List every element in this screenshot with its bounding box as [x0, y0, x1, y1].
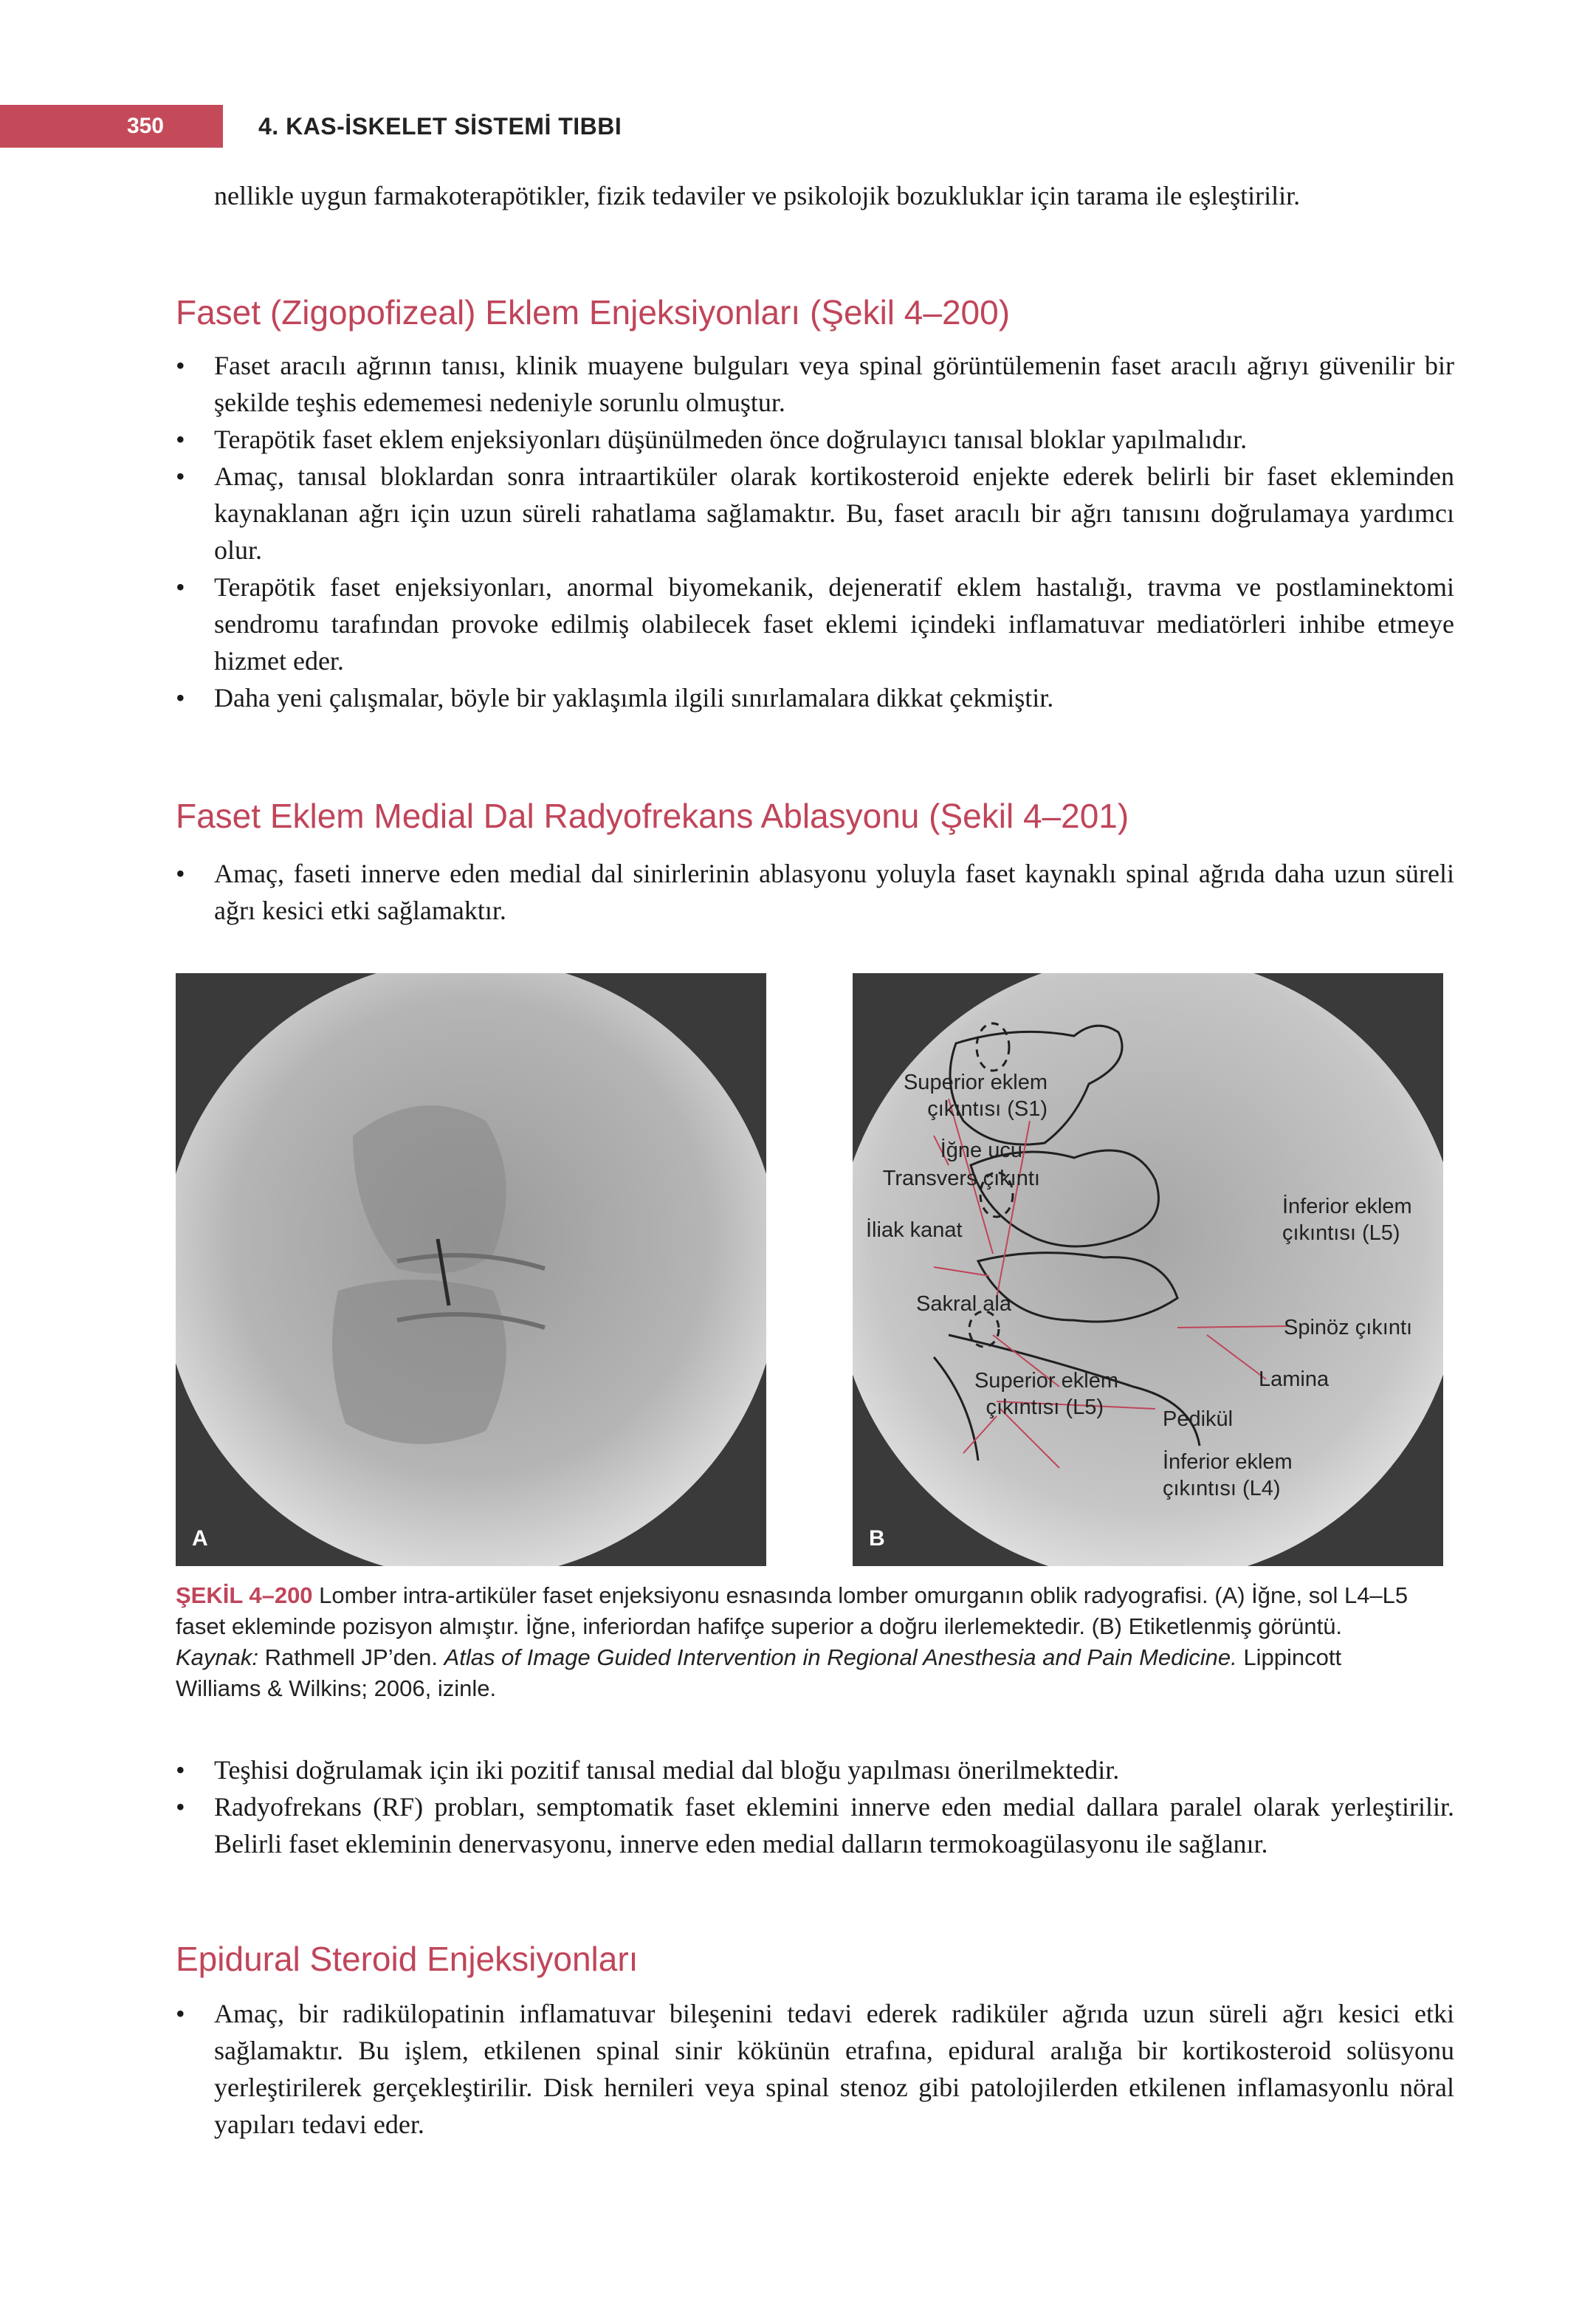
section4-bullet-list: [176, 1995, 1454, 2143]
xray-panel-b: [853, 973, 1443, 1566]
label-transvers: Transvers çıkıntı: [882, 1167, 1040, 1190]
list-item: • Terapötik faset enjeksiyonları, anormal biyomekanik, dejeneratif eklem hastalığı, travma ve postlaminektomi sendromu tarafından provoke edilmiş olabilecek faset eklemi içindeki inflamatuvar mediatörleri inhibe etmeye hizmet eder.: [176, 572, 1454, 676]
label-superior-l5-line2: çıkıntısı (L5): [986, 1396, 1104, 1419]
caption-source-author: Rathmell JP’den.: [258, 1644, 444, 1670]
caption-source-label: Kaynak:: [176, 1644, 259, 1670]
list-item: • Faset aracılı ağrının tanısı, klinik muayene bulguları veya spinal görüntülemenin faset aracılı ağrıyı güvenilir bir şekilde teşhis edememesi nedeniyle sorunlu olmuştur.: [176, 351, 1454, 417]
list-item: • Terapötik faset eklem enjeksiyonları düşünülmeden önce doğrulayıcı tanısal bloklar yapılmalıdır.: [176, 425, 1248, 454]
panel-letter-b: B: [869, 1526, 885, 1551]
panel-letter-a: A: [192, 1526, 208, 1551]
label-superior-s1-line2: çıkıntısı (S1): [927, 1097, 1048, 1121]
label-inferior-l5-line1: İnferior eklem: [1282, 1195, 1412, 1218]
label-pedikul: Pedikül: [1163, 1407, 1234, 1431]
section1-bullet-list: [176, 347, 1454, 716]
figure-caption: [176, 1580, 1431, 1704]
section-heading-faset-enjeksiyon: Faset (Zigopofizeal) Eklem Enjeksiyonları (Şekil 4–200): [176, 293, 1011, 332]
label-iliak-kanat: İliak kanat: [866, 1218, 963, 1242]
label-spinoz: Spinöz çıkıntı: [1284, 1316, 1413, 1339]
list-item: • Daha yeni çalışmalar, böyle bir yaklaşımla ilgili sınırlamalara dikkat çekmiştir.: [176, 683, 1054, 713]
xray-image-a: [176, 973, 766, 1566]
label-superior-s1-line1: Superior eklem: [903, 1071, 1048, 1094]
label-inferior-l4-line1: İnferior eklem: [1163, 1450, 1293, 1474]
label-superior-l5-line1: Superior eklem: [974, 1369, 1118, 1393]
intro-paragraph: nellikle uygun farmakoterapötikler, fizik tedaviler ve psikolojik bozukluklar için tarama ile eşleştirilir.: [214, 181, 1301, 210]
xray-panel-a: [176, 973, 766, 1566]
section-heading-rf-ablasyon: Faset Eklem Medial Dal Radyofrekans Ablasyonu (Şekil 4–201): [176, 797, 1129, 835]
section-heading-epidural: Epidural Steroid Enjeksiyonları: [176, 1940, 639, 1978]
label-sakral-ala: Sakral ala: [916, 1292, 1011, 1316]
label-inferior-l4-line2: çıkıntısı (L4): [1163, 1477, 1281, 1500]
list-item: • Radyofrekans (RF) probları, semptomatik faset eklemini innerve eden medial dallara paralel olarak yerleştirilir. Belirli faset ekleminin denervasyonu, innerve eden medial dalların termokoagülasyonu ile sağlanır.: [176, 1792, 1454, 1858]
list-item: • Amaç, faseti innerve eden medial dal sinirlerinin ablasyonu yoluyla faset kaynaklı spinal ağrıda daha uzun süreli ağrı kesici etki sağlamaktır.: [176, 859, 1454, 925]
list-item: • Teşhisi doğrulamak için iki pozitif tanısal medial dal bloğu yapılması önerilmektedir.: [176, 1755, 1120, 1785]
section3-bullet-list: [176, 1751, 1454, 1862]
label-igne-ucu: İğne ucu: [940, 1139, 1022, 1162]
xray-image-b: [853, 973, 1443, 1566]
caption-source-publisher: Lippincott Williams & Wilkins; 2006, izinle.: [176, 1644, 1342, 1701]
label-inferior-l5-line2: çıkıntısı (L5): [1282, 1221, 1400, 1245]
caption-text: Lomber intra-artiküler faset enjeksiyonu esnasında lomber omurganın oblik radyografisi. (A) İğne, sol L4–L5 faset ekleminde pozisyon almıştır. İğne, inferiordan hafifçe superior a doğru ilerlemektedir. (B) Etiketlenmiş görüntü.: [176, 1582, 1408, 1639]
page-number: 350: [126, 114, 164, 138]
label-lamina: Lamina: [1259, 1367, 1330, 1391]
section2-bullet-list: [176, 855, 1454, 929]
caption-figure-label: ŞEKİL 4–200: [176, 1582, 313, 1608]
caption-source-title: Atlas of Image Guided Intervention in Regional Anesthesia and Pain Medicine.: [444, 1644, 1237, 1670]
running-head: 4. KAS-İSKELET SİSTEMİ TIBBI: [258, 113, 622, 140]
list-item: • Amaç, tanısal bloklardan sonra intraartiküler olarak kortikosteroid enjekte ederek belirli bir faset ekleminden kaynaklanan ağrı için uzun süreli rahatlama sağlamaktır. Bu, faset aracılı bir ağrı tanısını doğrulamaya yardımcı olur.: [176, 461, 1454, 565]
list-item: • Amaç, bir radikülopatinin inflamatuvar bileşenini tedavi ederek radiküler ağrıda uzun süreli ağrı kesici etki sağlamaktır. Bu işlem, etkilenen spinal sinir kökünün etrafına, epidural aralığa bir kortikosteroid solüsyonu yerleştirilerek gerçekleştirilir. Disk hernileri veya spinal stenoz gibi patolojilerden etkilenen inflamasyonlu nöral yapıları tedavi eder.: [176, 1999, 1454, 2139]
